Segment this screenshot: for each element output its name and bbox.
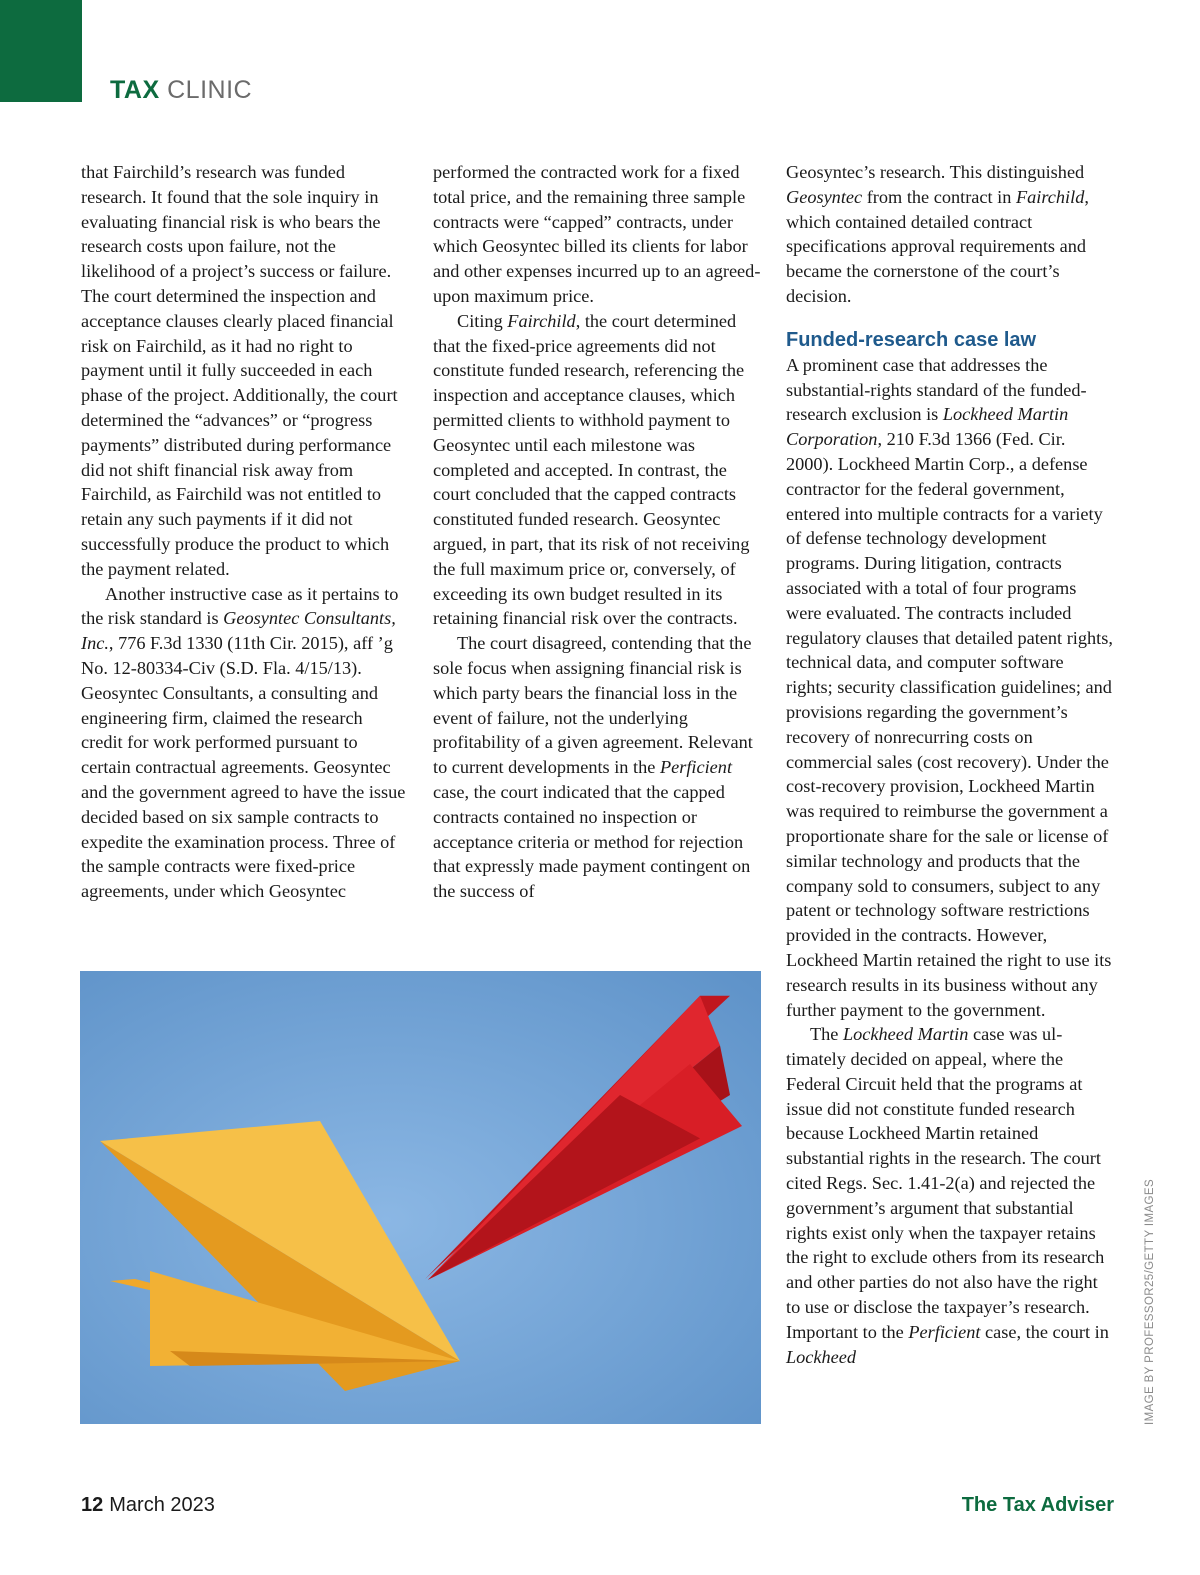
section-label-light: CLINIC: [167, 76, 253, 104]
issue-date: March 2023: [109, 1494, 215, 1516]
page-number: 12: [81, 1494, 104, 1516]
case-name-italic: Geosyntec: [786, 186, 863, 207]
subheading: Funded-research case law: [786, 328, 1037, 351]
text-run: case, the court indicated that the capped contracts contained no inspection or acceptance criteria or method for rejection that expressly made payment contingent on the success of: [433, 781, 751, 902]
paper-airplanes-photo: [80, 971, 761, 1424]
paragraph: that Fairchild’s research was funded research. It found that the sole inquiry in evaluating financial risk is who bears the research costs upon failure, not the likelihood of a project’s success or failure. The court determined the inspection and acceptance clauses clearly placed financial risk on Fairchild, as it had no right to payment until it fully succeeded in each phase of the project. Additionally, the court determined the “advances” or “progress payments” distributed during performance did not shift financial risk away from Fairchild, as Fairchild was not entitled to retain any such payments if it did not successfully produce the product to which the payment related.: [81, 162, 398, 579]
footer-page-info: [81, 1494, 215, 1517]
text-run: The court disagreed, contending that the sole focus when assigning financial risk is which party bears the financial loss in the event of failure, not the underlying profitability of a given agreement. Relevant to current developments in the: [433, 633, 753, 778]
text-run: A prominent case that addresses the substantial-rights standard of the funded-research exclusion is: [786, 354, 1087, 425]
section-label-strong: TAX: [110, 76, 160, 104]
paragraph: performed the contracted work for a fixed total price, and the remaining three sample contracts were “capped” contracts, under which Geosyntec billed its clients for labor and other expenses incurred up to an agreed-upon maximum price.: [433, 162, 761, 306]
paragraph: [786, 353, 1114, 1023]
case-name-italic: Fairchild: [507, 310, 576, 331]
paper-airplanes-illustration: [80, 971, 761, 1424]
article-column-3: [786, 160, 1114, 1369]
text-run: from the contract in: [862, 186, 1016, 207]
case-name-italic: Lockheed: [786, 1346, 857, 1367]
case-name-italic: Lockheed Martin: [843, 1024, 969, 1045]
text-run: case, the court in: [980, 1321, 1109, 1342]
paragraph: [786, 160, 1114, 309]
text-run: Another instructive case as it pertains to the risk standard is: [81, 583, 399, 629]
text-run: , the court determined that the fixed-price agreements did not constitute funded research, referencing the inspection and acceptance clauses, which permitted clients to withhold payment to Geosyntec until each milestone was completed and accepted. In contrast, the court concluded that the capped contracts constituted funded research. Geosyntec argued, in part, that its risk of not receiving the full maximum price or, conversely, of exceeding its own budget resulted in its retaining financial risk over the contracts.: [433, 310, 750, 629]
text-run: Citing: [457, 310, 508, 331]
image-credit: IMAGE BY PROFESSOR25/GETTY IMAGES: [1144, 1178, 1156, 1425]
case-name-italic: Lockheed Martin Corporation: [786, 404, 1069, 450]
case-name-italic: Geosyntec Consultants, Inc.: [81, 608, 396, 654]
brand-color-block: [0, 0, 82, 102]
case-name-italic: Perficient: [659, 757, 733, 778]
article-column-1: [81, 160, 406, 904]
article-column-2: [433, 160, 763, 904]
paragraph: [81, 582, 406, 904]
case-name-italic: Fairchild: [1015, 186, 1085, 207]
section-label: [110, 76, 252, 105]
text-run: , which contained detailed contract specifications approval requirements and became the cornerstone of the court’s decision.: [786, 186, 1089, 306]
text-run: , 776 F.3d 1330 (11th Cir. 2015), aff ’g No. 12-80334-Civ (S.D. Fla. 4/15/13). Geosyntec Consultants, a consulting and engineering firm, claimed the research credit for work performed pursuant to certain contractual agreements. Geosyntec and the government agreed to have the issue decided based on six sample contracts to expedite the examination process. Three of the sample contracts were fixed-price agreements, under which Geosyntec: [81, 633, 406, 902]
paragraph: [433, 631, 763, 904]
publication-name: The Tax Adviser: [961, 1494, 1114, 1516]
text-run: Geosyntec’s research. This distinguished: [786, 162, 1085, 182]
text-run: , 210 F.3d 1366 (Fed. Cir. 2000). Lockheed Martin Corp., a defense contractor for the federal government, entered into multiple contracts for a variety of defense technology development programs. During litigation, contracts associated with a total of four programs were evaluated. The contracts included regulatory clauses that detailed patent rights, technical data, and computer software rights; security classification guidelines; and provisions regarding the government’s recovery of nonrecurring costs on commercial sales (cost recovery). Under the cost-recovery provision, Lockheed Martin was required to reimburse the government a proportionate share for the sale or license of similar technology and products that the company sold to consumers, subject to any patent or technology software restrictions provided in the contracts. However, Lockheed Martin retained the right to use its research results in its business without any further payment to the government.: [786, 429, 1113, 1020]
text-run: case was ultimately decided on appeal, where the Federal Circuit held that the programs at issue did not constitute funded research because Lockheed Martin retained substantial rights in the research. The court cited Regs. Sec. 1.41-2(a) and rejected the government’s argument that substantial rights exist only when the taxpayer retains the right to exclude others from its research and other parties do not also have the right to use or disclose the taxpayer’s research. Important to the: [786, 1024, 1105, 1342]
paragraph: [433, 309, 763, 631]
text-run: The: [810, 1024, 843, 1045]
case-name-italic: Perficient: [908, 1321, 981, 1342]
paragraph: [786, 1022, 1114, 1369]
